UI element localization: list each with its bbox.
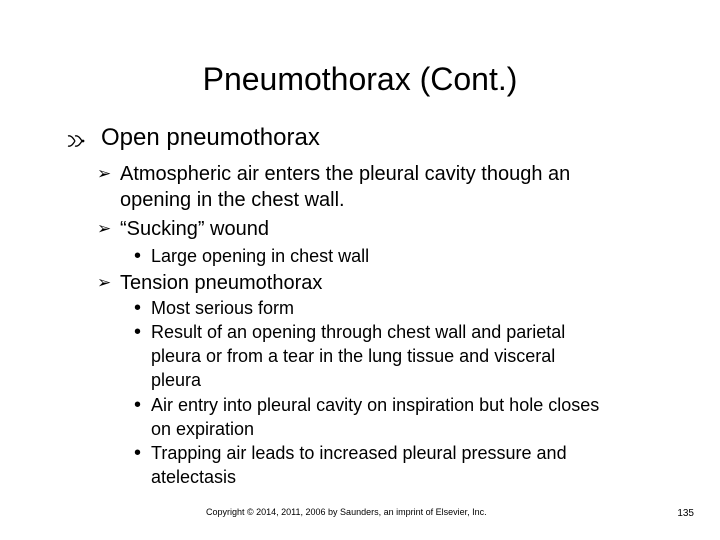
tension-point-2-line-1: Result of an opening through chest wall and parietal [151, 322, 566, 342]
tension-pneumothorax-label: Tension pneumothorax [120, 272, 323, 294]
dot-bullet-marker: • [134, 297, 142, 319]
tension-point-1: Most serious form [151, 298, 295, 318]
dot-bullet-marker: • [134, 394, 142, 416]
tension-point-3-line-1: Air entry into pleural cavity on inspiration but hole closes [151, 395, 600, 415]
dot-bullet-marker: • [134, 442, 142, 464]
page-number: 135 [677, 508, 694, 519]
atmospheric-line-2: opening in the chest wall. [120, 189, 345, 211]
tension-point-2-line-3: pleura [151, 370, 202, 390]
tension-point-3-line-2: on expiration [151, 419, 255, 439]
copyright-notice: Copyright © 2014, 2011, 2006 by Saunders, an imprint of Elsevier, Inc. [206, 507, 487, 517]
sub-bullet-marker: ➢ [97, 273, 112, 292]
slide-title: Pneumothorax (Cont.) [202, 61, 518, 97]
atmospheric-line-1: Atmospheric air enters the pleural cavity though an [120, 163, 571, 185]
sub-bullet-marker: ➢ [97, 219, 112, 238]
sucking-wound-detail: Large opening in chest wall [151, 246, 370, 266]
dot-bullet-marker: • [134, 321, 142, 343]
tension-point-4-line-1: Trapping air leads to increased pleural pressure and [151, 443, 567, 463]
tension-point-2-line-2: pleura or from a tear in the lung tissue and visceral [151, 346, 556, 366]
hollow-arrow-marker-icon [67, 132, 85, 150]
tension-point-4-line-2: atelectasis [151, 467, 237, 487]
dot-bullet-marker: • [134, 245, 142, 267]
sub-bullet-marker: ➢ [97, 164, 112, 183]
main-bullet-open-pneumothorax: Open pneumothorax [101, 124, 320, 151]
sucking-wound-label: “Sucking” wound [120, 218, 269, 240]
hollow-arrow-marker-icon-svg [67, 132, 85, 150]
